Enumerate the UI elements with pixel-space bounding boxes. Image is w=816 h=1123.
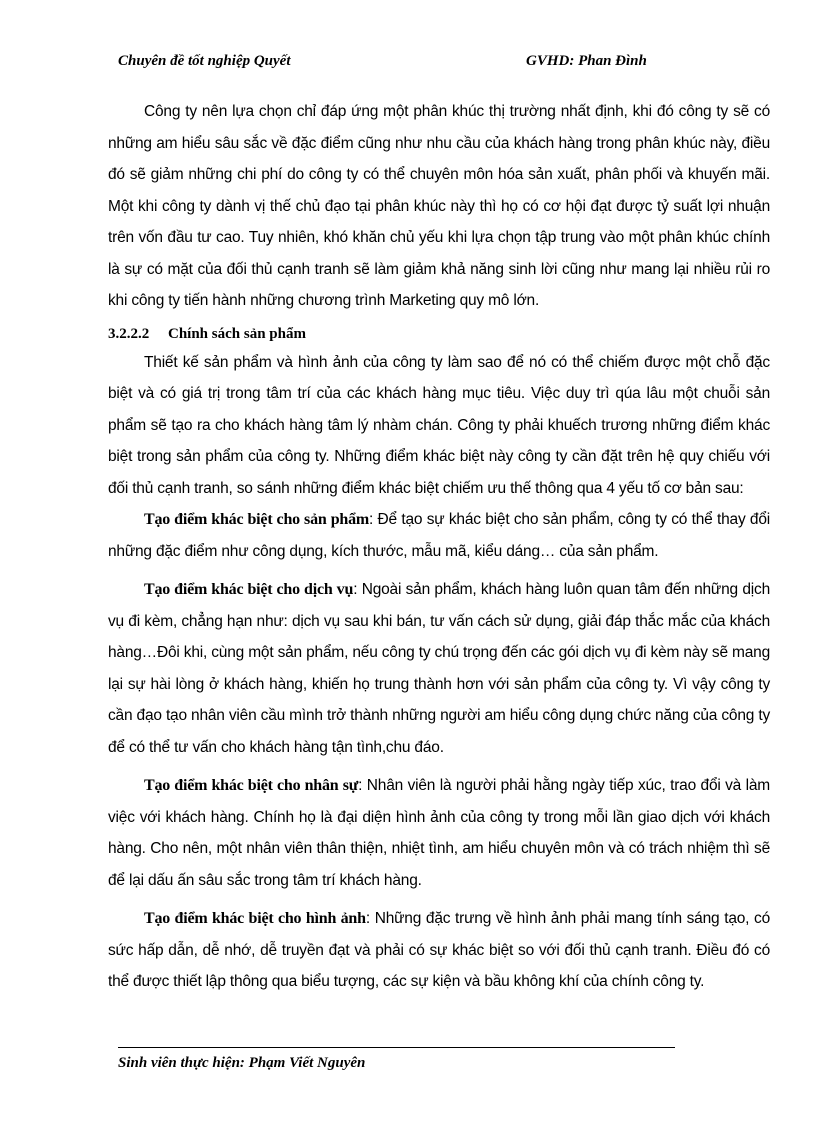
lead-personnel: Tạo điểm khác biệt cho nhân sự — [144, 777, 359, 794]
lead-service: Tạo điểm khác biệt cho dịch vụ — [144, 581, 354, 598]
paragraph-service-differentiation — [108, 574, 770, 763]
header-left-title: Chuyên đề tốt nghiệp Quyết — [118, 53, 291, 69]
paragraph-product-differentiation — [108, 504, 770, 567]
page-body — [108, 96, 770, 1005]
body-image: : Những đặc trưng về hình ảnh phải mang tính sáng tạo, có sức hấp dẫn, dễ nhớ, dễ truyền đạt và phải có sự khác biệt so với đối thủ cạnh tranh. Điều đó có thể được thiết lập thông qua biểu tượng, các sự kiện và bầu không khí của chính công ty. — [108, 910, 770, 990]
body-personnel: : Nhân viên là người phải hằng ngày tiếp xúc, trao đổi và làm việc với khách hàng. Chính họ là đại diện hình ảnh của công ty trong mỗi lần giao dịch với khách hàng. Cho nên, một nhân viên thân thiện, nhiệt tình, am hiểu chuyên môn và có trách nhiệm thì sẽ để lại dấu ấn sâu sắc trong tâm trí khách hàng. — [108, 777, 770, 889]
lead-product: Tạo điểm khác biệt cho sản phẩm — [144, 511, 370, 528]
paragraph-product-design: Thiết kế sản phẩm và hình ảnh của công ty làm sao để nó có thể chiếm được một chỗ đặc biệt và có giá trị trong tâm trí của các khách hàng mục tiêu. Việc duy trì qúa lâu một chuỗi sản phẩm sẽ tạo ra cho khách hàng tâm lý nhàm chán. Công ty phải khuếch trương những điểm khác biệt trong sản phẩm của công ty. Những điểm khác biệt này công ty cần đặt trên hệ quy chiếu với đối thủ cạnh tranh, so sánh những điểm khác biệt chiếm ưu thế thông qua 4 yếu tố cơ bản sau: — [108, 353, 770, 497]
lead-image: Tạo điểm khác biệt cho hình ảnh — [144, 910, 366, 927]
header-right-advisor: GVHD: Phan Đình — [526, 53, 647, 69]
paragraph-image-differentiation — [108, 903, 770, 998]
body-service: : Ngoài sản phẩm, khách hàng luôn quan tâm đến những dịch vụ đi kèm, chẳng hạn như: dịch vụ sau khi bán, tư vấn cách sử dụng, giải đáp thắc mắc của khách hàng…Đôi khi, cùng một sản phẩm, nếu công ty chú trọng đến các gói dịch vụ đi kèm này sẽ mang lại sự hài lòng ở khách hàng, khiến họ trung thành hơn với sản phẩm của công ty. Vì vậy công ty cần đạo tạo nhân viên cầu mình trở thành những người am hiểu công dụng chức năng của công ty để có thể tư vấn cho khách hàng tận tình,chu đáo. — [108, 581, 770, 756]
section-heading — [108, 321, 770, 347]
footer-divider — [118, 1047, 675, 1048]
section-title: Chính sách sản phẩm — [168, 325, 306, 342]
section-number: 3.2.2.2 — [108, 325, 150, 342]
paragraph-market-segment: Công ty nên lựa chọn chỉ đáp ứng một phân khúc thị trường nhất định, khi đó công ty sẽ có những am hiểu sâu sắc về đặc điểm cũng như nhu cầu của khách hàng trong phân khúc này, điều đó sẽ giảm những chi phí do công ty có thể chuyên môn hóa sản xuất, phân phối và khuyến mãi. Một khi công ty dành vị thế chủ đạo tại phân khúc này thì họ có cơ hội đạt được tỷ suất lợi nhuận trên vốn đầu tư cao. Tuy nhiên, khó khăn chủ yếu khi lựa chọn tập trung vào một phân khúc chính là sự có mặt của đối thủ cạnh tranh sẽ làm giảm khả năng sinh lời cũng như mang lại nhiều rủi ro khi công ty tiến hành những chương trình Marketing quy mô lớn. — [108, 103, 770, 309]
paragraph-personnel-differentiation — [108, 770, 770, 896]
body-product: : Để tạo sự khác biệt cho sản phẩm, công ty có thể thay đổi những đặc điểm như công dụng, kích thước, mẫu mã, kiểu dáng… của sản phẩm. — [108, 511, 770, 560]
footer-student: Sinh viên thực hiện: Phạm Viết Nguyên — [118, 1055, 366, 1071]
